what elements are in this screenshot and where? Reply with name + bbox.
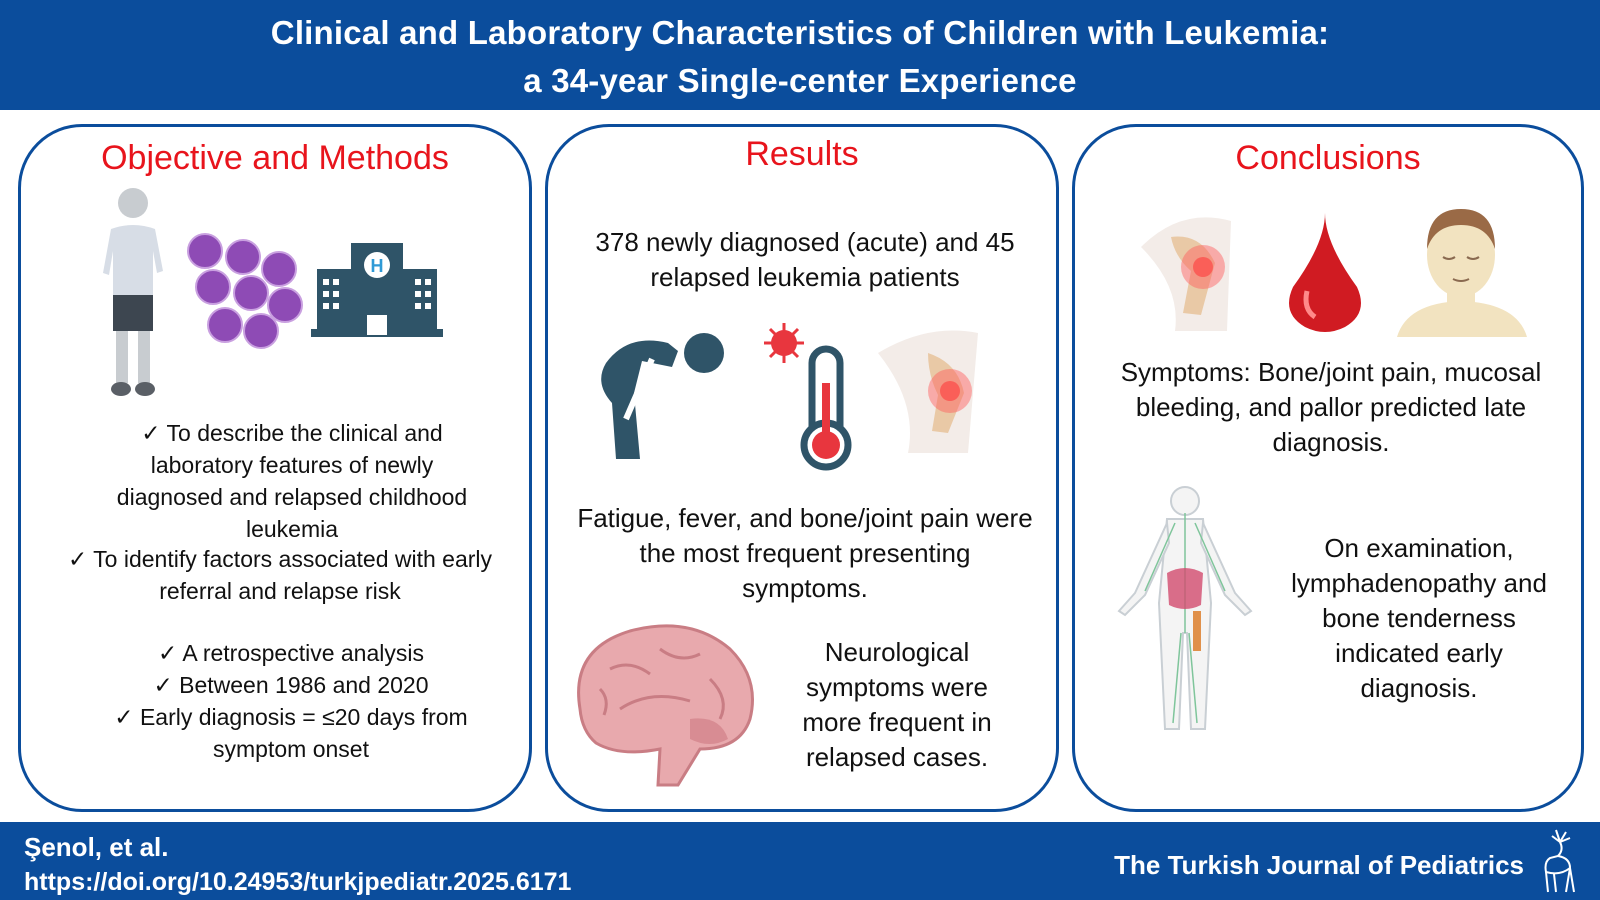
conclusions-title: Conclusions xyxy=(1235,139,1421,177)
aim-item: ✓ To describe the clinical and laboratory features of newly diagnosed and relapsed childhood leukemia xyxy=(116,420,468,542)
thermometer-icon xyxy=(760,323,860,473)
brain-icon xyxy=(560,619,760,789)
neuro-text: Neurological symptoms were more frequent in relapsed cases. xyxy=(802,637,992,772)
objective-methods-title: Objective and Methods xyxy=(101,139,449,177)
footer-banner xyxy=(0,822,1600,900)
symptoms-text: Fatigue, fever, and bone/joint pain were the most frequent presenting symptoms. xyxy=(577,503,1033,603)
results-title: Results xyxy=(745,135,859,173)
aim-item: ✓ To identify factors associated with early referral and relapse risk xyxy=(67,546,493,604)
knee-pain-icon xyxy=(1131,207,1241,337)
page-title-line-1: Clinical and Laboratory Characteristics of Children with Leukemia: xyxy=(270,14,1330,51)
results-panel xyxy=(545,124,1059,812)
fatigue-icon xyxy=(588,323,728,473)
header-banner xyxy=(0,0,1600,110)
journal-name: The Turkish Journal of Pediatrics xyxy=(1114,850,1524,880)
authors: Şenol, et al. xyxy=(24,832,169,862)
leukemia-cells-icon xyxy=(183,231,303,351)
patients-text: 378 newly diagnosed (acute) and 45 relapsed leukemia patients xyxy=(595,227,1015,292)
child-icon xyxy=(99,185,169,400)
conclusions-panel xyxy=(1072,124,1584,812)
pale-face-icon xyxy=(1397,203,1527,337)
hospital-letter: H xyxy=(370,256,384,276)
late-diagnosis-text: Symptoms: Bone/joint pain, mucosal bleeding, and pallor predicted late diagnosis. xyxy=(1120,357,1542,457)
objective-methods-panel xyxy=(18,124,532,812)
lymphatic-body-icon xyxy=(1115,483,1255,733)
knee-pain-icon xyxy=(868,323,988,463)
method-item: ✓ Early diagnosis = ≤20 days from symptom onset xyxy=(114,704,468,762)
hospital-icon xyxy=(311,239,443,337)
method-item: ✓ A retrospective analysis xyxy=(157,640,424,666)
early-diagnosis-text: On examination, lymphadenopathy and bone tenderness indicated early diagnosis. xyxy=(1291,533,1547,703)
blood-drop-icon xyxy=(1285,213,1365,333)
method-item: ✓ Between 1986 and 2020 xyxy=(153,672,429,698)
deer-logo-icon xyxy=(1530,828,1586,896)
doi-link[interactable]: https://doi.org/10.24953/turkjpediatr.2025.6171 xyxy=(24,868,572,896)
page-title-line-2: a 34-year Single-center Experience xyxy=(523,62,1077,99)
